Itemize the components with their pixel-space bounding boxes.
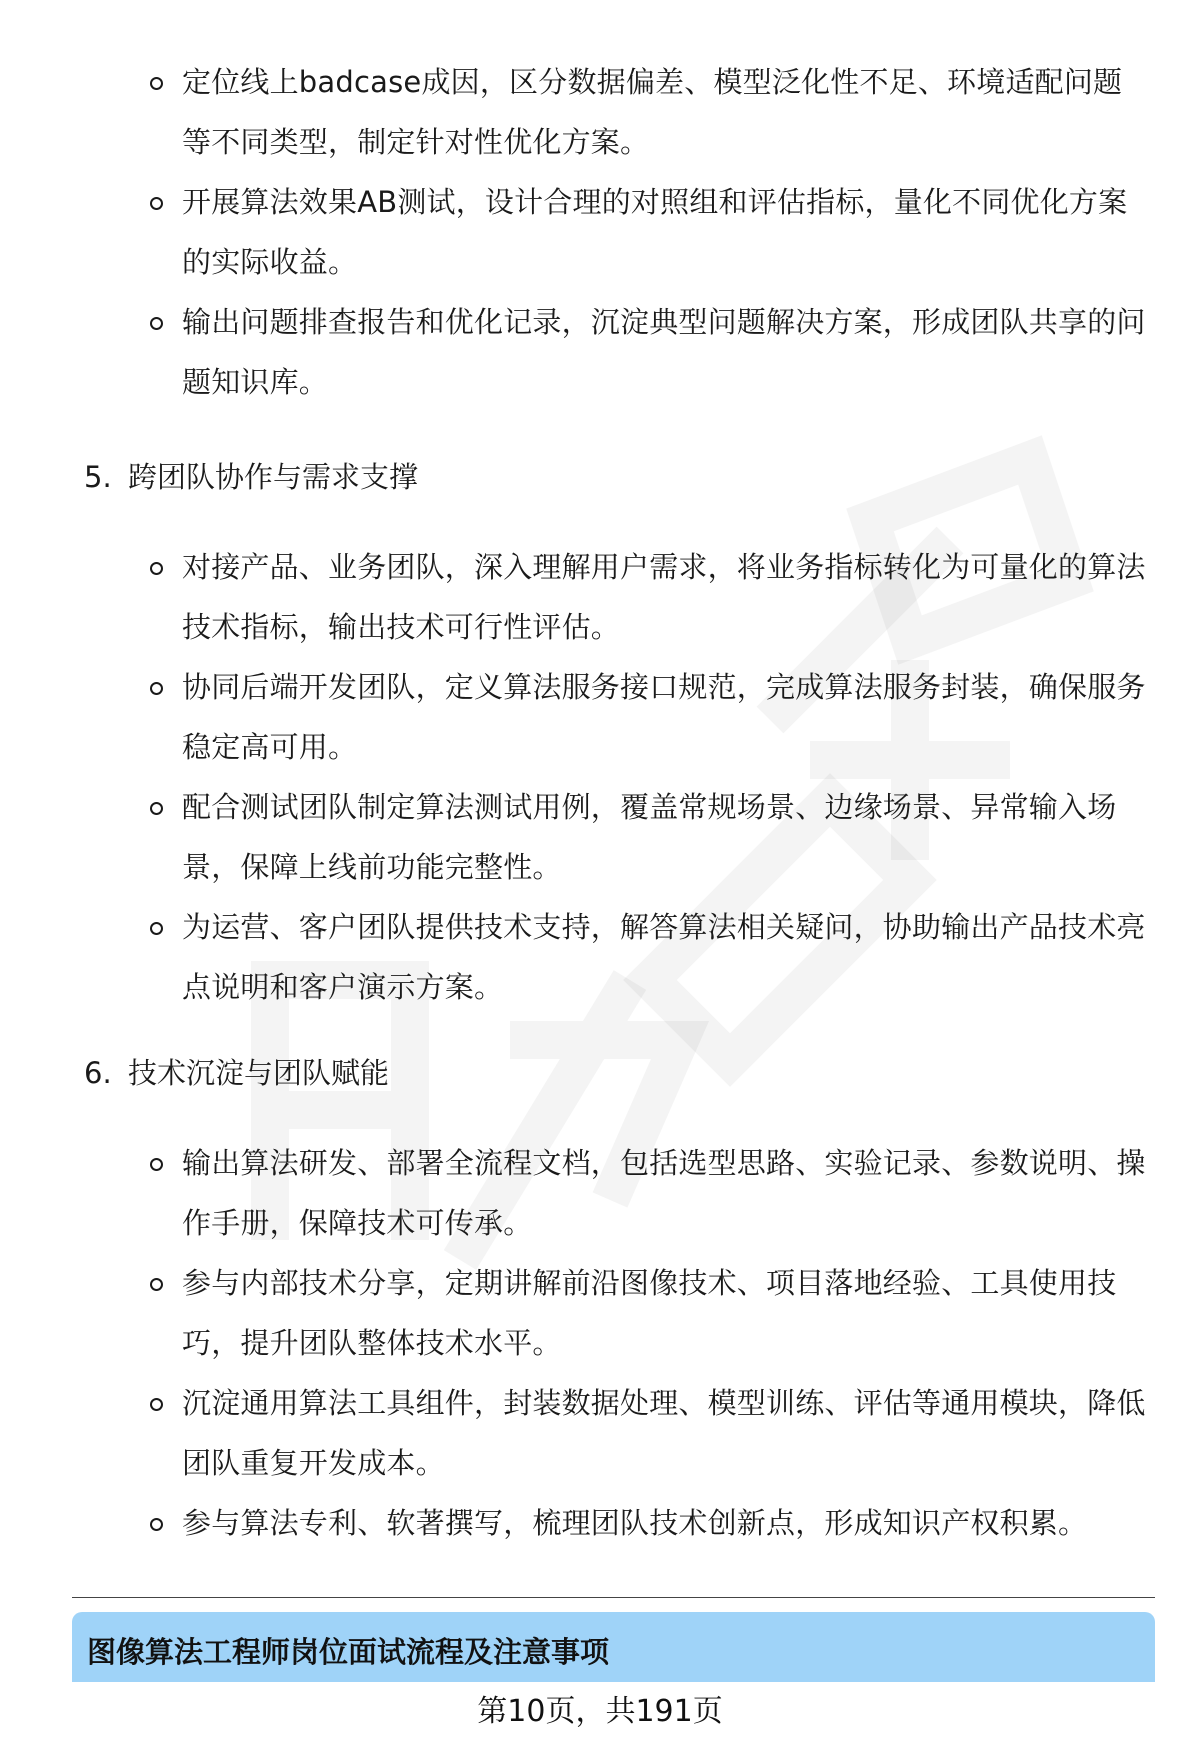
bullet-circle-icon (150, 562, 163, 575)
section-title: 技术沉淀与团队赋能 (128, 1056, 390, 1090)
chapter-title: 图像算法工程师岗位面试流程及注意事项 (87, 1635, 610, 1669)
list-item (150, 657, 1150, 777)
bullet-circle-icon (150, 682, 163, 695)
list-item (150, 537, 1150, 657)
list-item-text: 开展算法效果AB测试，设计合理的对照组和评估指标，量化不同优化方案的实际收益。 (182, 185, 1128, 279)
list-item-text: 输出问题排查报告和优化记录，沉淀典型问题解决方案，形成团队共享的问题知识库。 (182, 305, 1146, 399)
list-item (150, 172, 1150, 292)
bullet-circle-icon (150, 1158, 163, 1171)
section-6-list (150, 1133, 1150, 1553)
horizontal-divider (72, 1597, 1155, 1598)
page-number-footer: 第10页，共191页 (477, 1694, 723, 1729)
list-item-text: 沉淀通用算法工具组件，封装数据处理、模型训练、评估等通用模块，降低团队重复开发成本。 (182, 1386, 1146, 1480)
bullet-circle-icon (150, 317, 163, 330)
section-number: 5. (84, 460, 112, 494)
list-item (150, 1493, 1150, 1553)
list-item-text: 参与内部技术分享，定期讲解前沿图像技术、项目落地经验、工具使用技巧，提升团队整体技术水平。 (182, 1266, 1117, 1360)
section-number: 6. (84, 1056, 112, 1090)
list-item-text: 参与算法专利、软著撰写，梳理团队技术创新点，形成知识产权积累。 (182, 1506, 1088, 1540)
bullet-circle-icon (150, 1278, 163, 1291)
list-item-text: 为运营、客户团队提供技术支持，解答算法相关疑问，协助输出产品技术亮点说明和客户演示方案。 (182, 910, 1146, 1004)
list-item-text: 协同后端开发团队，定义算法服务接口规范，完成算法服务封装，确保服务稳定高可用。 (182, 670, 1146, 764)
list-item (150, 777, 1150, 897)
list-item (150, 1373, 1150, 1493)
list-item (150, 897, 1150, 1017)
bullet-circle-icon (150, 197, 163, 210)
list-item-text: 定位线上badcase成因，区分数据偏差、模型泛化性不足、环境适配问题等不同类型，制定针对性优化方案。 (182, 65, 1123, 159)
bullet-circle-icon (150, 1398, 163, 1411)
section-5-heading (84, 457, 418, 497)
chapter-heading-band (72, 1612, 1155, 1682)
bullet-circle-icon (150, 1518, 163, 1531)
list-item-text: 配合测试团队制定算法测试用例，覆盖常规场景、边缘场景、异常输入场景，保障上线前功能完整性。 (182, 790, 1117, 884)
section-5-list (150, 537, 1150, 1017)
bullet-circle-icon (150, 802, 163, 815)
section-title: 跨团队协作与需求支撑 (128, 460, 419, 494)
list-item (150, 52, 1150, 172)
block-a-list (150, 52, 1150, 412)
bullet-circle-icon (150, 922, 163, 935)
list-item-text: 对接产品、业务团队，深入理解用户需求，将业务指标转化为可量化的算法技术指标，输出技术可行性评估。 (182, 550, 1146, 644)
list-item (150, 1133, 1150, 1253)
bullet-circle-icon (150, 77, 163, 90)
section-6-heading (84, 1053, 389, 1093)
list-item (150, 1253, 1150, 1373)
list-item (150, 292, 1150, 412)
list-item-text: 输出算法研发、部署全流程文档，包括选型思路、实验记录、参数说明、操作手册，保障技术可传承。 (182, 1146, 1146, 1240)
